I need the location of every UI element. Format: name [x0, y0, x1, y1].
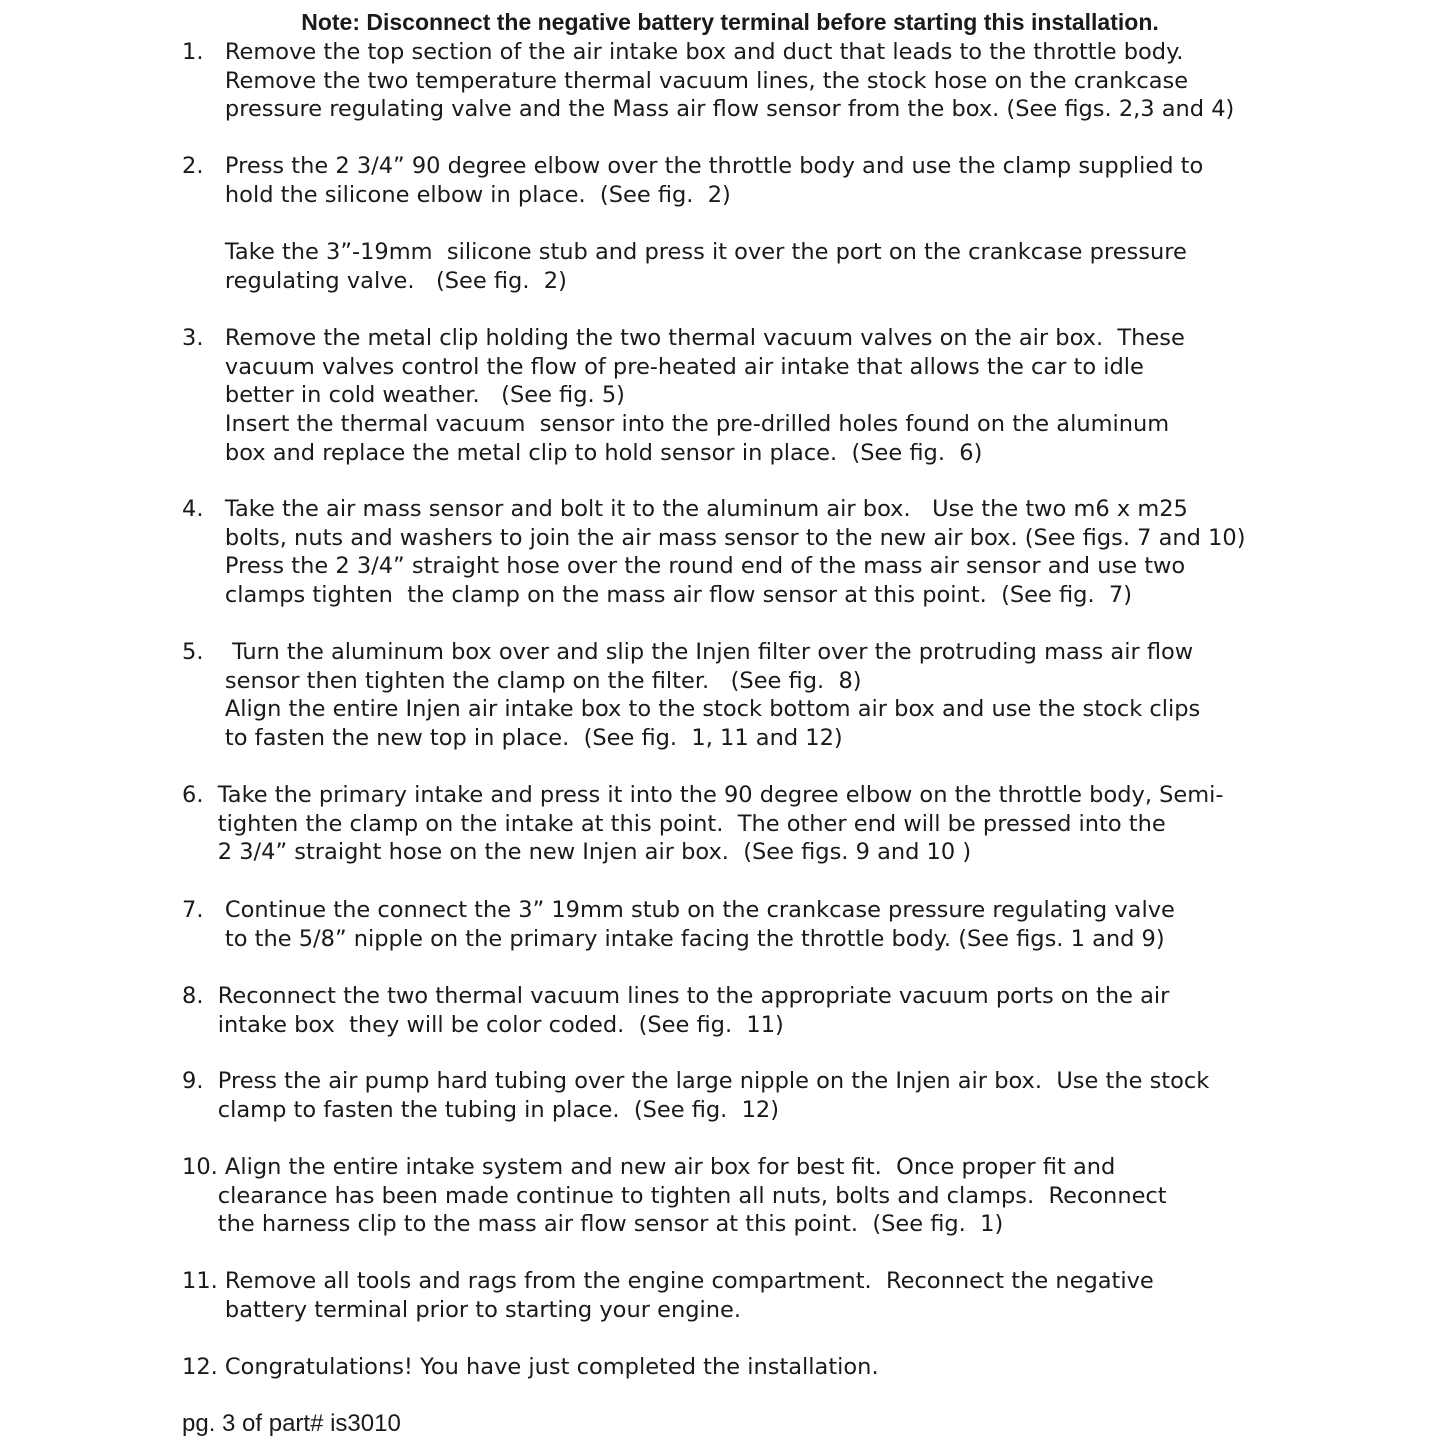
step-7 — [182, 896, 1175, 953]
step-line: Take the 3”-19mm silicone stub and press it over the port on the crankcase pressure — [182, 239, 1187, 266]
step-line: 10. Align the entire intake system and new air box for best fit. Once proper fit and — [182, 1154, 1116, 1180]
step-line: 1. Remove the top section of the air intake box and duct that leads to the throttle body. — [182, 39, 1184, 65]
step-line: clearance has been made continue to tighten all nuts, bolts and clamps. Reconnect — [182, 1182, 1167, 1209]
step-line: Remove the two temperature thermal vacuum lines, the stock hose on the crankcase — [182, 67, 1189, 94]
step-12 — [182, 1353, 879, 1382]
step-line: box and replace the metal clip to hold sensor in place. (See fig. 6) — [182, 439, 983, 466]
step-line: intake box they will be color coded. (See fig. 11) — [182, 1011, 784, 1038]
step-line — [182, 209, 1203, 238]
step-line: 7. Continue the connect the 3” 19mm stub on the crankcase pressure regulating valve — [182, 897, 1175, 923]
step-line: better in cold weather. (See fig. 5) — [182, 382, 625, 409]
step-line: 3. Remove the metal clip holding the two thermal vacuum valves on the air box. These — [182, 325, 1185, 351]
step-3 — [182, 324, 1185, 468]
step-line: pressure regulating valve and the Mass air flow sensor from the box. (See figs. 2,3 and 4) — [182, 96, 1235, 123]
step-1 — [182, 38, 1234, 124]
step-11 — [182, 1267, 1154, 1324]
step-line: Align the entire Injen air intake box to the stock bottom air box and use the stock clips — [182, 696, 1201, 723]
step-line: 8. Reconnect the two thermal vacuum lines to the appropriate vacuum ports on the air — [182, 983, 1170, 1009]
step-line: 11. Remove all tools and rags from the engine compartment. Reconnect the negative — [182, 1268, 1154, 1294]
step-2 — [182, 152, 1203, 296]
step-line: 5. Turn the aluminum box over and slip the Injen filter over the protruding mass air flow — [182, 639, 1194, 665]
step-10 — [182, 1153, 1167, 1239]
step-line: Insert the thermal vacuum sensor into the pre-drilled holes found on the aluminum — [182, 411, 1170, 438]
safety-note: Note: Disconnect the negative battery terminal before starting this installation. — [301, 9, 1159, 35]
page-footer: pg. 3 of part# is3010 — [182, 1410, 401, 1437]
step-line: to fasten the new top in place. (See fig. 1, 11 and 12) — [182, 725, 843, 752]
step-line: regulating valve. (See fig. 2) — [182, 267, 567, 294]
step-line: 4. Take the air mass sensor and bolt it to the aluminum air box. Use the two m6 x m25 — [182, 496, 1188, 522]
step-line: hold the silicone elbow in place. (See fig. 2) — [182, 181, 731, 208]
step-line: sensor then tighten the clamp on the filter. (See fig. 8) — [182, 667, 862, 694]
step-line: clamp to fasten the tubing in place. (See fig. 12) — [182, 1096, 780, 1123]
step-line: 9. Press the air pump hard tubing over the large nipple on the Injen air box. Use the stock — [182, 1068, 1210, 1094]
step-line: the harness clip to the mass air flow sensor at this point. (See fig. 1) — [182, 1211, 1004, 1238]
step-6 — [182, 781, 1224, 867]
step-line: 6. Take the primary intake and press it into the 90 degree elbow on the throttle body, Semi- — [182, 782, 1224, 808]
step-line: clamps tighten the clamp on the mass air flow sensor at this point. (See fig. 7) — [182, 582, 1132, 609]
step-4 — [182, 495, 1246, 610]
step-line: battery terminal prior to starting your engine. — [182, 1296, 742, 1323]
step-line: 12. Congratulations! You have just completed the installation. — [182, 1354, 879, 1380]
step-line: to the 5/8” nipple on the primary intake facing the throttle body. (See figs. 1 and 9) — [182, 925, 1165, 952]
step-line: vacuum valves control the flow of pre-heated air intake that allows the car to idle — [182, 353, 1144, 380]
step-line: 2. Press the 2 3/4” 90 degree elbow over the throttle body and use the clamp supplied to — [182, 153, 1204, 179]
step-9 — [182, 1067, 1209, 1124]
step-line: 2 3/4” straight hose on the new Injen air box. (See figs. 9 and 10 ) — [182, 839, 972, 866]
step-line: Press the 2 3/4” straight hose over the round end of the mass air sensor and use two — [182, 553, 1186, 580]
step-5 — [182, 638, 1200, 753]
step-line: bolts, nuts and washers to join the air mass sensor to the new air box. (See figs. 7 and 10) — [182, 524, 1246, 551]
step-line: tighten the clamp on the intake at this point. The other end will be pressed into the — [182, 810, 1166, 837]
step-8 — [182, 982, 1169, 1039]
